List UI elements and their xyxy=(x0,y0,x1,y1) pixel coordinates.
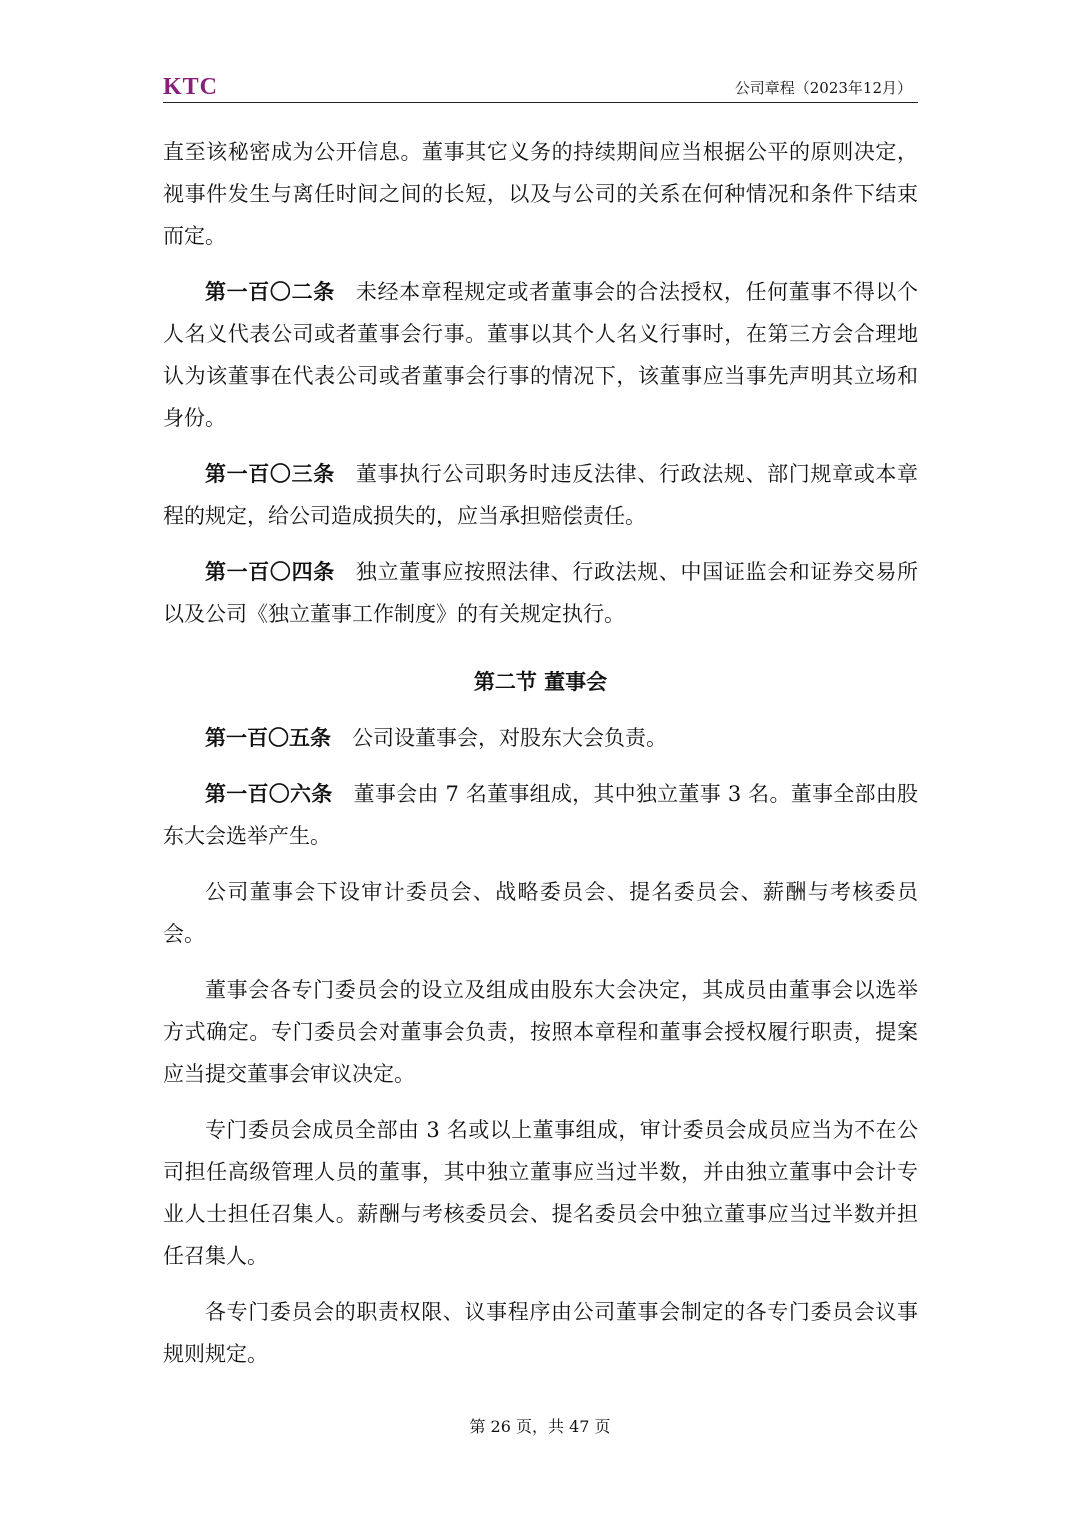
company-logo: KTC xyxy=(163,74,219,100)
article-number: 第一百〇六条 xyxy=(205,782,333,806)
paragraph-committee-rules: 各专门委员会的职责权限、议事程序由公司董事会制定的各专门委员会议事规则规定。 xyxy=(163,1300,918,1366)
paragraph-committees: 公司董事会下设审计委员会、战略委员会、提名委员会、薪酬与考核委员会。 xyxy=(163,880,918,946)
article-number: 第一百〇二条 xyxy=(205,280,335,304)
article-105 xyxy=(163,717,918,759)
article-106 xyxy=(163,773,918,857)
article-text: 未经本章程规定或者董事会的合法授权，任何董事不得以个人名义代表公司或者董事会行事。董事以其个人名义行事时，在第三方会合理地认为该董事在代表公司或者董事会行事的情况下，该董事应当事先声明其立场和身份。 xyxy=(163,280,919,430)
paragraph-continuation: 直至该秘密成为公开信息。董事其它义务的持续期间应当根据公平的原则决定，视事件发生与离任时间之间的长短，以及与公司的关系在何种情况和条件下结束而定。 xyxy=(163,140,918,248)
article-104 xyxy=(163,551,918,635)
document-title: 公司章程（2023年12月） xyxy=(734,79,912,97)
page-number: 第 26 页，共 47 页 xyxy=(469,1417,611,1436)
article-text: 董事执行公司职务时违反法律、行政法规、部门规章或本章程的规定，给公司造成损失的，应当承担赔偿责任。 xyxy=(163,462,919,528)
document-body xyxy=(163,131,918,1389)
article-text: 独立董事应按照法律、行政法规、中国证监会和证券交易所以及公司《独立董事工作制度》的有关规定执行。 xyxy=(163,560,919,626)
paragraph-committee-setup: 董事会各专门委员会的设立及组成由股东大会决定，其成员由董事会以选举方式确定。专门委员会对董事会负责，按照本章程和董事会授权履行职责，提案应当提交董事会审议决定。 xyxy=(163,978,918,1086)
article-number: 第一百〇五条 xyxy=(205,726,331,750)
article-text: 公司设董事会，对股东大会负责。 xyxy=(352,726,667,750)
paragraph-committee-members: 专门委员会成员全部由 3 名或以上董事组成，审计委员会成员应当为不在公司担任高级管理人员的董事，其中独立董事应当过半数，并由独立董事中会计专业人士担任召集人。薪酬与考核委员会、提名委员会中独立董事应当过半数并担任召集人。 xyxy=(163,1118,918,1268)
article-103 xyxy=(163,453,918,537)
article-102 xyxy=(163,271,918,439)
article-number: 第一百〇三条 xyxy=(205,462,335,486)
section-title: 第二节 董事会 xyxy=(473,670,608,694)
article-number: 第一百〇四条 xyxy=(205,560,335,584)
page-header xyxy=(163,74,918,103)
article-text: 董事会由 7 名董事组成，其中独立董事 3 名。董事全部由股东大会选举产生。 xyxy=(163,782,919,848)
